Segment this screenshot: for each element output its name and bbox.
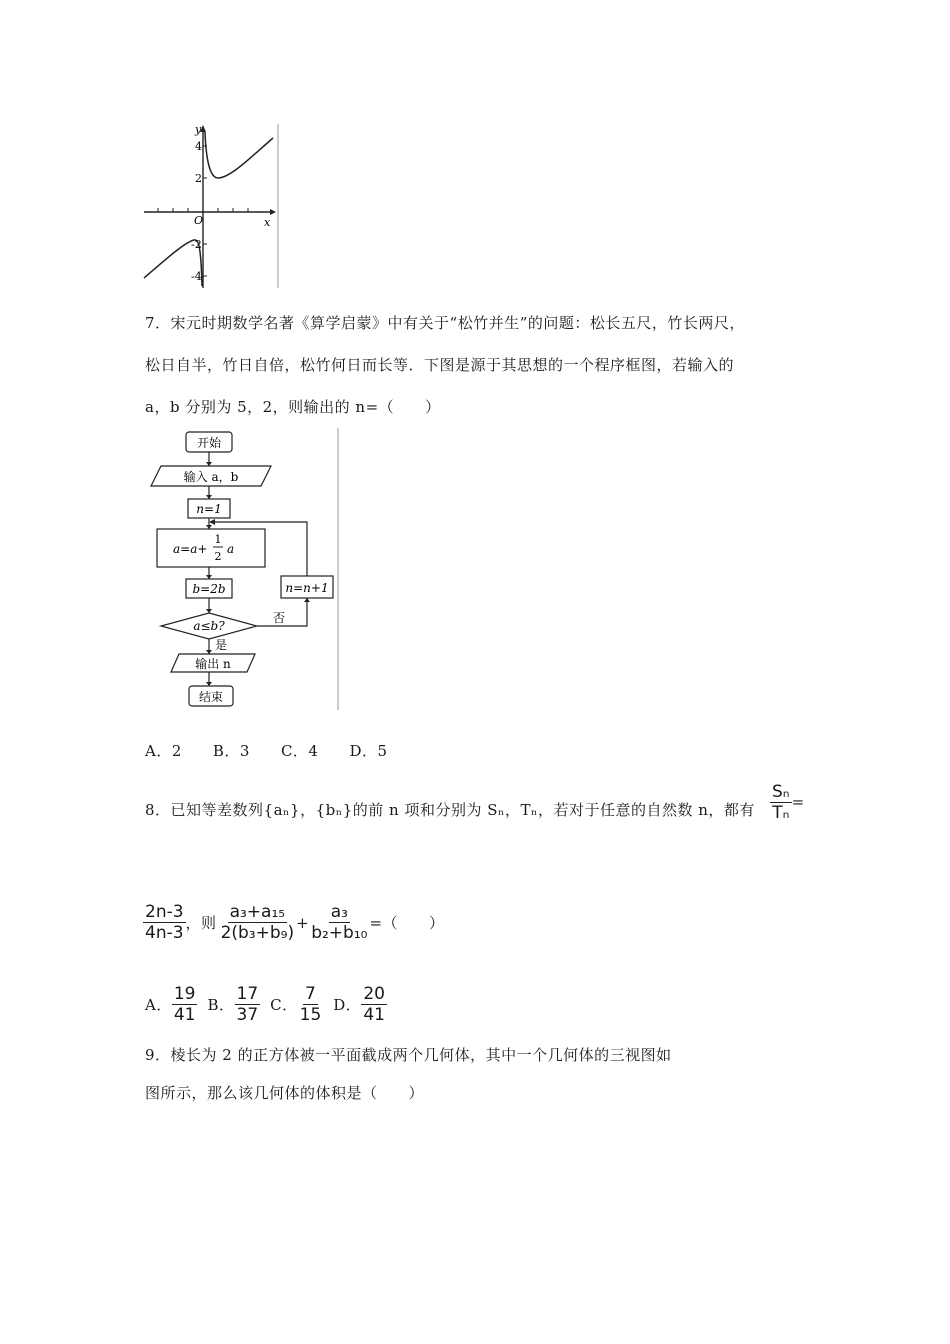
- q8-text: 8．已知等差数列{aₙ}，{bₙ}的前 n 项和分别为 Sₙ，Tₙ，若对于任意的自然数 n，都有: [145, 801, 755, 819]
- update-b-label: b=2b: [192, 582, 226, 596]
- q9-line-2: 图所示，那么该几何体的体积是（ ）: [145, 1084, 425, 1102]
- flowchart: [145, 426, 345, 712]
- update-a-label: a=a+: [173, 542, 208, 556]
- then-word: ，则: [185, 914, 217, 932]
- expr2-denominator: b₂+b₁₀: [311, 923, 368, 943]
- update-a-num: 1: [214, 533, 222, 546]
- option-b-fraction: [235, 984, 261, 1025]
- q8-expression: [143, 902, 445, 943]
- option-a-label: A．: [145, 996, 172, 1014]
- option-b-label: B．: [207, 996, 235, 1014]
- ratio-denominator: Tₙ: [772, 803, 790, 823]
- expr2-numerator: a₃: [330, 902, 348, 922]
- option-c-label: C．: [270, 996, 298, 1014]
- option-a-den: 41: [173, 1005, 196, 1025]
- expr1-fraction: [219, 902, 297, 943]
- condition-label: a≤b?: [193, 619, 225, 633]
- q7-options: A．2 B．3 C．4 D．5: [145, 742, 388, 760]
- tick-label-neg4: -4: [191, 270, 202, 283]
- init-label: n=1: [196, 502, 222, 516]
- option-d-den: 41: [363, 1005, 385, 1025]
- function-graph: [140, 120, 285, 292]
- option-d-label: D．: [333, 996, 362, 1014]
- x-axis-label: x: [264, 216, 271, 229]
- ratio-numerator: Sₙ: [772, 782, 790, 802]
- y-axis-label: y: [195, 123, 202, 136]
- option-c-fraction: [298, 984, 324, 1025]
- curve-right-branch: [205, 132, 273, 178]
- update-a-den: 2: [214, 550, 222, 563]
- expr1-numerator: a₃+a₁₅: [229, 902, 286, 922]
- option-d-fraction: [361, 984, 387, 1025]
- option-c-num: 7: [305, 984, 316, 1004]
- q8-options: [145, 984, 387, 1025]
- q8-tail: =（ ）: [369, 914, 445, 932]
- origin-label: O: [194, 214, 204, 227]
- option-d-num: 20: [363, 984, 385, 1004]
- loop-label: n=n+1: [285, 581, 329, 595]
- end-label: 结束: [198, 690, 224, 704]
- option-b-den: 37: [236, 1005, 259, 1025]
- ratio-equals: =: [791, 793, 805, 811]
- input-label: 输入 a，b: [183, 470, 239, 484]
- x-axis-arrow: [270, 209, 276, 215]
- given-denominator: 4n-3: [145, 923, 184, 943]
- tick-label-2: 2: [195, 172, 202, 185]
- q7-line-1: 7．宋元时期数学名著《算学启蒙》中有关于“松竹并生”的问题：松长五尺，竹长两尺，: [145, 314, 745, 332]
- q7-line-2: 松日自半，竹日自倍，松竹何日而长等．下图是源于其思想的一个程序框图，若输入的: [145, 356, 735, 374]
- start-label: 开始: [196, 436, 222, 450]
- option-a-num: 19: [173, 984, 196, 1004]
- given-fraction: [143, 902, 186, 943]
- update-a-tail: a: [227, 542, 235, 556]
- given-numerator: 2n-3: [145, 902, 184, 922]
- expr1-denominator: 2(b₃+b₉): [220, 923, 295, 943]
- option-b-num: 17: [236, 984, 259, 1004]
- yes-label: 是: [215, 638, 228, 652]
- no-label: 否: [273, 611, 286, 625]
- tick-label-neg2: -2: [191, 238, 202, 251]
- output-label: 输出 n: [195, 657, 231, 671]
- option-a-fraction: [172, 984, 198, 1025]
- q8-ratio: [770, 782, 805, 823]
- expr2-fraction: [309, 902, 369, 943]
- q9-line-1: 9．棱长为 2 的正方体被一平面截成两个几何体，其中一个几何体的三视图如: [145, 1046, 672, 1064]
- tick-label-4: 4: [195, 140, 202, 153]
- option-c-den: 15: [299, 1005, 322, 1025]
- plus-sign: +: [296, 913, 310, 932]
- q7-line-3: a，b 分别为 5，2，则输出的 n=（ ）: [145, 398, 441, 416]
